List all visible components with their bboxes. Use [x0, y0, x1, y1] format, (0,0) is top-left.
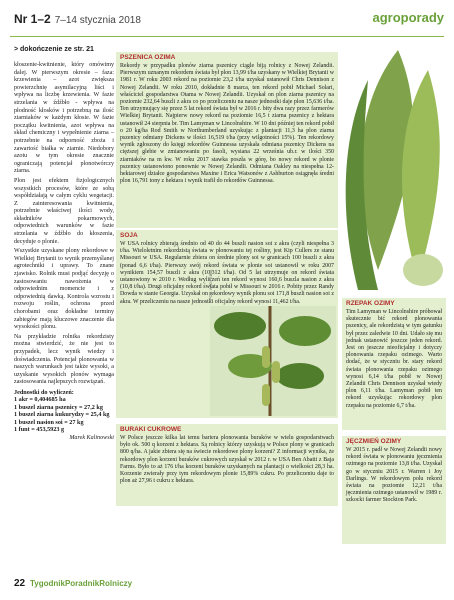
- box-text: W 2015 r. padł w Nowej Zelandii nowy rekord świata w plonowaniu jęczmienia ozimego na poziomie 13,8 t/ha. Uzyskał go w styczniu 2015 r. Warren i Joy Darlings. W rekordowym polu rekord świata na poziomie 12,21 t/ha jęczmienia ozimego ustanowił w 1989 r. szkocki farmer Stockton Park.: [346, 447, 442, 504]
- article-paragraph: Na przykładzie rolnika rekordzisty można stwierdzić, że nie jest to przypadek, lecz wynik wiedzy i doświadczenia. Potencjał plonowania w naszych warunkach jest także wysoki, a uzyskanie wysokich plonów wymaga zastosowania najlepszych rozwiązań.: [14, 333, 114, 386]
- units-intro: Jednostki do wyliczeń:: [14, 388, 74, 396]
- units-block: [14, 389, 114, 433]
- barley-record-box: [342, 436, 446, 544]
- unit-line: 1 buszel ziarna kukurydzy = 25,4 kg: [14, 411, 110, 419]
- box-title: JĘCZMIEŃ OZIMY: [346, 438, 402, 445]
- continuation-note: > dokończenie ze str. 21: [14, 46, 94, 53]
- author-name: Marek Kalinowski: [69, 435, 114, 442]
- unit-line: 1 akr = 0,404685 ha: [14, 396, 66, 404]
- rapeseed-record-box: [342, 298, 446, 430]
- article-paragraph: Wszystkie uzyskane plony rekordowe w Wielkiej Brytanii to wynik przemyślanej agrotechniki i uprawy. To znane zjawisko. Rolnik musi podjąć decyzję o zastosowaniu nawożenia w odpowiednim momencie i z odpowiednią dawką. Kontrola wzrostu i rozwoju roślin, ochrona przed chorobami oraz dokładne terminy zabiegów mają kluczowe znaczenie dla wysokości plonu.: [14, 248, 114, 331]
- box-title: SOJA: [120, 232, 138, 239]
- article-paragraph: kłoszenie-kwitnienie, który omówimy dalej. W pierwszym okresie – faza: krzewienia – azot zwiększa powierzchnię asymilacyjną liści i wpływa na liczbę krzewienia. W fazie strzelania w źdźbło - wpływa na płodność kłosków i potrzebną na ilość ziarniaków w każdym kłosie. W fazie początku kwitnienia, azot wpływa na skład chemiczny i wypełnienie ziarna – potrzebnie na odporność zboża i zawartość białka w ziarnie. Niedobory azotu w tym okresie znacznie ograniczają potencjał plonotwórczy ziarna.: [14, 62, 114, 175]
- soy-plant-illustration: [210, 306, 336, 416]
- box-text: W Polsce jeszcze kilka lat temu bariera plonowania buraków w wielu gospodarstwach było ok. 500 q korzeni z hektara. Są rolnicy którzy uzyskują w Polsce plony w granicach 800 q/ha. A jakie zbiera się na świecie rekordowe plony korzeni? Z informacji wynika, że rekordowy plon korzeni buraków cukrowych uzyskał w 2012 r. w USA Ben Abatti z Baja Farms. Było to aż 176 t/ha korzeni buraków uzyskanych na plantacji o wielkości 28,3 ha. Korzenie zwierały przy tym rekordowym plonie 15,89% cukru. Po przeliczeniu daje to plon aż 27,96 t cukru z hektara.: [120, 435, 334, 485]
- box-text: W USA rolnicy zbierają średnio od 40 do 44 buszli nasion soi z akra (czyli niespełna 3 t/ha. Wieloletnim rekordzistą świata w plonowaniu tej rośliny, jest Kip Cullers ze stanu Missouri w USA. Regularnie zbiera on średnie plony soi w granicach 100 buszli z akra (ponad 6,6 t/ha). Pierwszy swój rekord świata w plonie soi ustanowił w roku 2007 wynikiem 154,57 buszli z akra (10,312 t/ha). Od 5 lat utrzymuje on rekord świata ustanowiony w 2010 r. Według wyliczeń ten rekord wynosi 160,6 buszla nasion z akra (10,8 t/ha). Drugi oficjalny rekord świata pobił w Missouri w 2016 r. Pobity przez Randy Dowda w stanie Georgia. Uzyskał on rekordowy wynik plonu soi 171,8 buszli nasion soi z akra. W przeliczeniu na nasze jednostki oficjalny rekord wynosi 11,462 t/ha.: [120, 241, 334, 305]
- photo-credit: FOT. WIKIPEDIA: [208, 269, 213, 300]
- issue-number: Nr 1–2 7–14 stycznia 2018: [14, 12, 141, 26]
- sugarbeet-record-box: [116, 424, 338, 506]
- leaf-illustration: [338, 40, 454, 290]
- unit-line: 1 buszel nasion soi = 27 kg: [14, 418, 84, 426]
- footer-brand: TygodnikPoradnikRolniczy: [30, 579, 133, 588]
- box-title: RZEPAK OZIMY: [346, 300, 395, 307]
- plant-photo: [338, 40, 454, 290]
- box-text: Tim Lamyman w Lincolnshire próbował skutecznie bić rekord plonowania pszenicy, ale rekordzistą w tym gatunku był przez zaledwie 10 dni. Udało się mu jednak ustanowić jeszcze jeden rekord. Jest on jeszcze nieoficjalny i dotyczy plonowania rzepaku ozimego. Warto dodać, że w styczniu br. stary rekord świata plonowania rzepaku ozimego wynosi 6,14 t/ha pobił w Nowej Zelandii Chris Dennison uzyskał wtedy plon 6,11 t/ha. Lamyman pobił ten rekord uzyskując rekordowy plon rzepaku na poziomie 6,7 t/ha.: [346, 309, 442, 409]
- agroporady-logo: agroporady: [372, 10, 444, 25]
- page-number: 22: [14, 578, 26, 589]
- article-paragraph: Plon jest efektem fizjologicznych wszystkich procesów, które ze sobą współdziałają w całym cyklu wegetacji. Z zainteresowania kwitnienia, potrzebnie właściwej ilości wody, składników pokarmowych, odpowiednich warunków w fazie strzelania w źdźbło do kłoszenia, decyduje o plonie.: [14, 177, 114, 245]
- box-title: BURAKI CUKROWE: [120, 426, 182, 433]
- unit-line: 1 buszel ziarna pszenicy = 27,2 kg: [14, 403, 103, 411]
- page-header: [0, 0, 454, 40]
- issue-date: 7–14 stycznia 2018: [54, 15, 141, 26]
- soy-photo: [210, 306, 336, 416]
- box-text: Rekordy w przypadku plonów ziarna pszenicy ciągle biją rolnicy z Nowej Zelandii. Pierwszym uznanym rekordem świata był plon 13,99 t/ha uzyskany w Wielkiej Brytanii w 1981 r. W roku 2003 rekord na poziomie 23,2 t/ha uzyskał ustanowił Chris Dennison z Nowej Zelandii. W roku 2010, dokładnie 8 marca, ten rekord pobił Michael Solari, właściciel gospodarstwa Otama w Nowej Zelandii. Uzyskał on plon ziarna pszenicy na poziomie 232,64 buszli z akra co po przeliczeniu na nasze jednostki daje plon 15,636 t/ha. Ten utrzymujący się przez 5 lat rekord świata był w 2016 r. bity dwa razy przez farmerów Wielkiej Brytanii. Najpierw nowy rekord na poziomie 16,5 t ziarna pszenicy z hektara ustanowił 24 sierpnia br. Tim Lamyman w Lincolnshire. W 10 dni później ten rekord pobił o 20 kg/ha Rod Smith w Northumberland uzyskując z plantacji 11,3 ha plon ziarna pszenicy odmiany Dickens w ilości 16,519 t/ha (przy wilgotności 15%). Ten rekordowy wynik zgłoszony do księgi rekordów Guinnessa uzyskała odmiana pszenicy Dickens na cięższej glebie w zmianowaniu po fasoli, wysiana 22 września ub.r. w ilości 350 ziarniaków na m kw. W roku 2017 stawka poszła w górę, bo nowy rekord w plonie pszenicy ustanowiono ponownie w Nowej Zelandii. Odmiana Oakley na niespełna 12-hektarowej działce gospodarstwa Maxine i Erica Watsonów z Ashburton osiągnęła średni plon 16,791 tony z hektara i wynik trafił do rekordów Guinnessa.: [120, 63, 334, 185]
- header-rule: [10, 36, 444, 37]
- article-column: [14, 62, 114, 443]
- box-title: PSZENICA OZIMA: [120, 54, 176, 61]
- wheat-record-box: [116, 52, 338, 228]
- unit-line: 1 funt = 453,5923 g: [14, 425, 65, 433]
